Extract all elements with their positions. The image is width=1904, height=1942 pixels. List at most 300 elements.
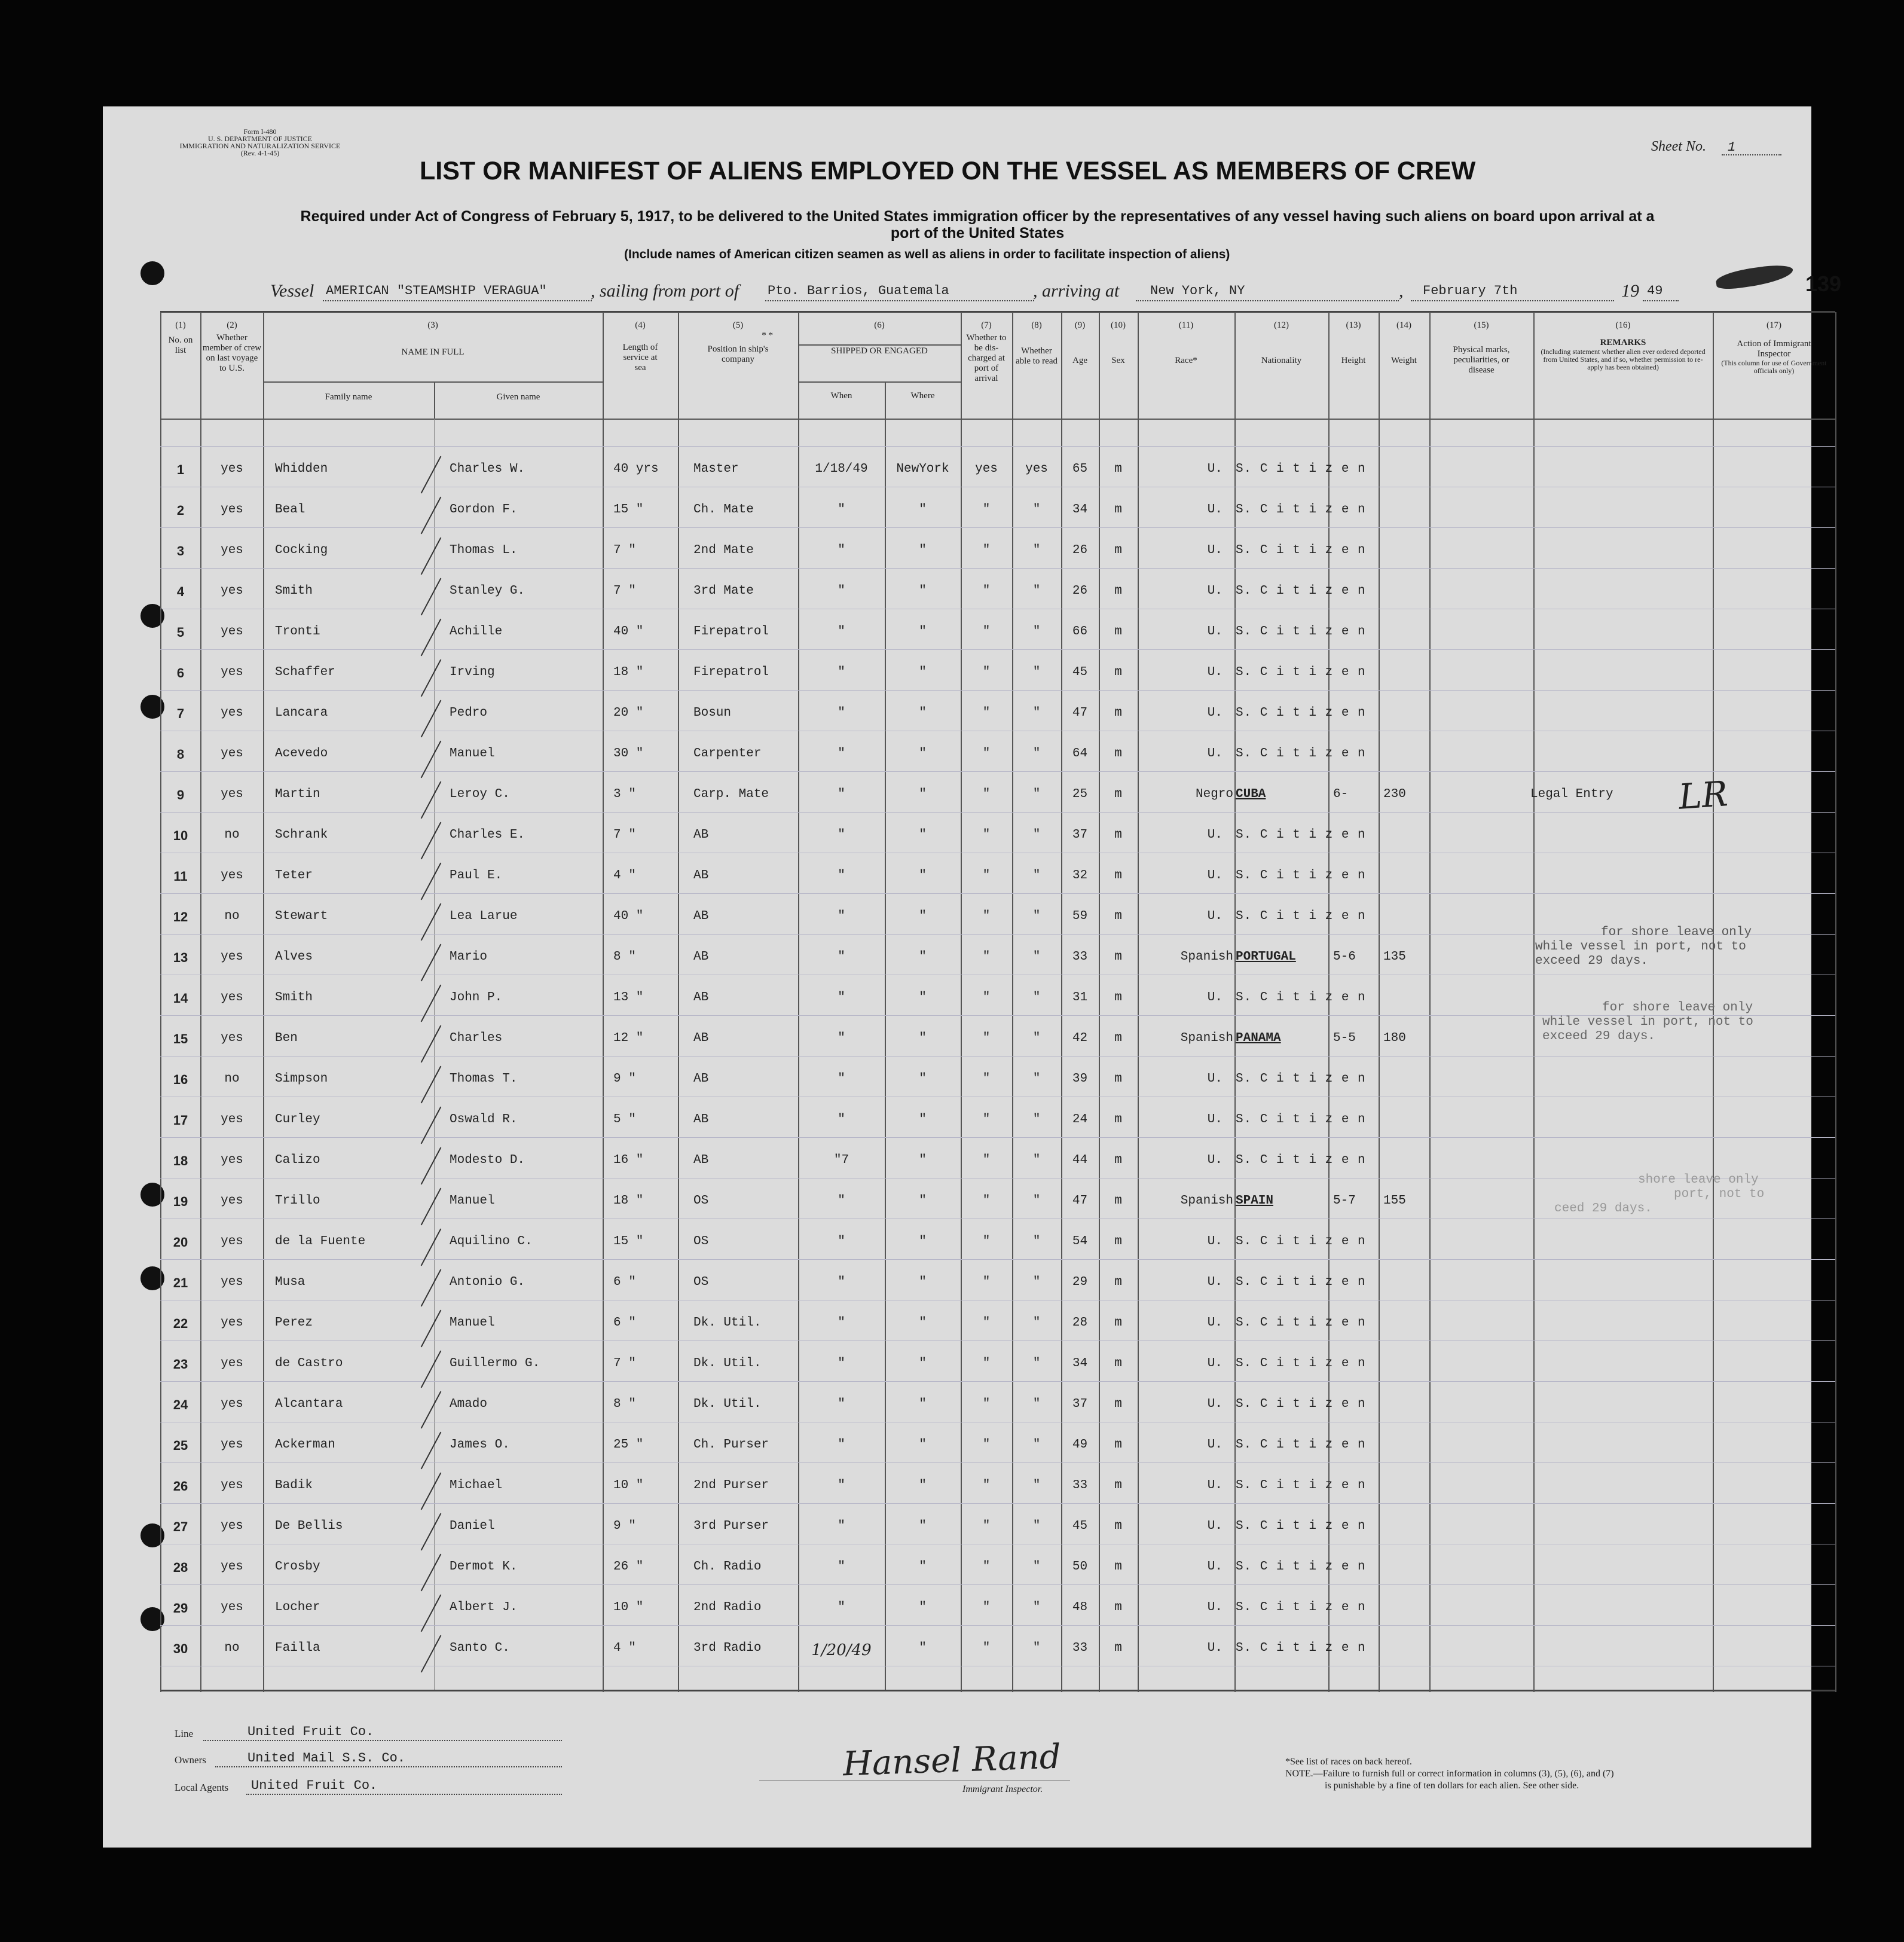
footer-owners-value: United Mail S.S. Co. — [247, 1751, 406, 1766]
cell-nationality: S. C i t i z e n — [1236, 1560, 1366, 1574]
cell-discharged: " — [982, 1194, 991, 1208]
cell-read: " — [1032, 1194, 1041, 1208]
cell-nationality: S. C i t i z e n — [1236, 543, 1366, 557]
arriving-label: , arriving at — [1033, 281, 1120, 301]
cell-read: " — [1032, 503, 1041, 517]
cell-weight: 155 — [1383, 1194, 1406, 1208]
cell-position: AB — [693, 828, 709, 842]
cell-position: AB — [693, 991, 709, 1004]
cell-race: U. — [1207, 706, 1223, 720]
vessel-label: Vessel — [270, 281, 314, 301]
header-col-3: (3) NAME IN FULL — [401, 320, 464, 357]
cell-sex: m — [1114, 1641, 1122, 1655]
arrival-port: New York, NY — [1150, 283, 1245, 298]
cell-age: 33 — [1072, 950, 1088, 964]
header-col-6: (6) SHIPPED OR ENGAGED — [831, 320, 928, 356]
cell-where: " — [919, 747, 927, 761]
cell-where: " — [919, 991, 927, 1004]
cell-position: Dk. Util. — [693, 1316, 762, 1330]
subtitle-note: (Include names of American citizen seamen as well as aliens in order to facilitate inspection of aliens) — [624, 248, 1230, 261]
cell-no: 25 — [173, 1438, 188, 1453]
cell-position: Ch. Mate — [693, 503, 754, 517]
cell-sex: m — [1114, 950, 1122, 964]
cell-nationality: S. C i t i z e n — [1236, 1113, 1366, 1126]
cell-nationality: S. C i t i z e n — [1236, 1235, 1366, 1248]
header-when: When — [830, 391, 852, 401]
cell-family: Failla — [275, 1641, 320, 1655]
cell-where: " — [919, 543, 927, 557]
cell-discharged: " — [982, 1072, 991, 1086]
cell-member: yes — [221, 665, 243, 679]
cell-family: Alcantara — [275, 1397, 343, 1411]
cell-read: " — [1032, 1113, 1041, 1126]
cell-service: 18 " — [613, 1194, 644, 1208]
cell-given: Lea Larue — [450, 909, 518, 923]
cell-given: James O. — [450, 1438, 510, 1452]
cell-where: " — [919, 665, 927, 679]
cell-discharged: " — [982, 1357, 991, 1370]
cell-read: " — [1032, 1153, 1041, 1167]
header-col-1: (1) No. on list — [168, 320, 193, 355]
header-col-17: (17) Action of Immigrant Inspector (This column for use of Government officials only) — [1721, 320, 1827, 375]
cell-race: Spanish — [1180, 950, 1233, 964]
cell-nationality: S. C i t i z e n — [1236, 1641, 1366, 1655]
cell-family: Stewart — [275, 909, 328, 923]
cell-nationality: S. C i t i z e n — [1236, 625, 1366, 639]
cell-given: Gordon F. — [450, 503, 518, 517]
cell-when: " — [838, 543, 845, 557]
cell-where: " — [919, 1113, 927, 1126]
table-row — [0, 1275, 1904, 1305]
footer-owners-label: Owners — [175, 1754, 206, 1766]
cell-when: " — [838, 1031, 845, 1045]
cell-given: Amado — [450, 1397, 488, 1411]
table-row — [0, 1357, 1904, 1387]
cell-nationality: S. C i t i z e n — [1236, 1438, 1366, 1452]
cell-nationality: S. C i t i z e n — [1236, 747, 1366, 761]
cell-member: no — [224, 1641, 240, 1655]
cell-read: " — [1032, 543, 1041, 557]
cell-where: " — [919, 787, 927, 801]
table-row — [0, 828, 1904, 858]
table-row — [0, 787, 1904, 817]
footer-agents-label: Local Agents — [175, 1782, 229, 1793]
cell-age: 66 — [1072, 625, 1088, 639]
cell-service: 8 " — [613, 1397, 636, 1411]
cell-member: yes — [221, 706, 243, 720]
cell-nationality: PANAMA — [1236, 1031, 1281, 1045]
form-revision: (Rev. 4-1-45) — [240, 149, 280, 157]
cell-family: Acevedo — [275, 747, 328, 761]
cell-discharged: " — [982, 1641, 991, 1655]
cell-race: U. — [1207, 1275, 1223, 1289]
cell-when: " — [838, 706, 845, 720]
cell-no: 12 — [173, 909, 188, 924]
table-row — [0, 1316, 1904, 1346]
cell-position: Dk. Util. — [693, 1397, 762, 1411]
cell-nationality: S. C i t i z e n — [1236, 706, 1366, 720]
header-col-5: (5) * * Position in ship's company — [707, 320, 773, 364]
header-col-9: (9) Age — [1072, 320, 1087, 365]
table-row — [0, 1235, 1904, 1265]
cell-read: " — [1032, 1479, 1041, 1492]
cell-when: "7 — [833, 1153, 849, 1167]
cell-read: " — [1032, 1397, 1041, 1411]
cell-no: 14 — [173, 991, 188, 1006]
cell-no: 8 — [176, 747, 185, 762]
cell-no: 4 — [176, 584, 185, 599]
cell-when: " — [838, 1438, 845, 1452]
cell-height: 6- — [1333, 787, 1349, 801]
cell-when: " — [838, 1479, 845, 1492]
cell-given: Santo C. — [450, 1641, 510, 1655]
arrival-year: 49 — [1647, 283, 1663, 298]
cell-race: U. — [1207, 462, 1223, 476]
cell-service: 6 " — [613, 1316, 636, 1330]
table-row — [0, 747, 1904, 777]
cell-nationality: PORTUGAL — [1236, 950, 1296, 964]
cell-no: 2 — [176, 503, 185, 518]
cell-service: 40 yrs — [613, 462, 659, 476]
cell-position: Firepatrol — [693, 625, 769, 639]
cell-discharged: " — [982, 503, 991, 517]
cell-when: " — [838, 665, 845, 679]
race-note: *See list of races on back hereof. — [1285, 1757, 1412, 1767]
header-col-15: (15) Physical marks, peculiarities, or disease — [1453, 320, 1510, 375]
cell-member: yes — [221, 787, 243, 801]
cell-read: " — [1032, 665, 1041, 679]
cell-given: Michael — [450, 1479, 503, 1492]
cell-member: yes — [221, 1601, 243, 1614]
cell-no: 29 — [173, 1601, 188, 1616]
cell-race: U. — [1207, 869, 1223, 883]
cell-service: 15 " — [613, 503, 644, 517]
cell-discharged: " — [982, 1235, 991, 1248]
cell-position: Carp. Mate — [693, 787, 769, 801]
table-row — [0, 1560, 1904, 1590]
subtitle-line-1: Required under Act of Congress of February 5, 1917, to be delivered to the United States immigration officer by the representatives of any vessel having such aliens on board upon arrival at a — [300, 208, 1655, 225]
cell-when: " — [838, 584, 845, 598]
cell-member: yes — [221, 462, 243, 476]
cell-family: Alves — [275, 950, 313, 964]
cell-position: AB — [693, 909, 709, 923]
cell-race: U. — [1207, 1235, 1223, 1248]
cell-race: U. — [1207, 1601, 1223, 1614]
cell-race: U. — [1207, 1438, 1223, 1452]
remarks-row-15: for shore leave only while vessel in port, not to exceed 29 days. — [1542, 1001, 1753, 1043]
cell-when: " — [838, 869, 845, 883]
cell-service: 20 " — [613, 706, 644, 720]
cell-member: yes — [221, 625, 243, 639]
cell-age: 37 — [1072, 828, 1088, 842]
cell-discharged: " — [982, 1519, 991, 1533]
cell-sex: m — [1114, 1316, 1122, 1330]
cell-age: 33 — [1072, 1641, 1088, 1655]
cell-when: " — [838, 1194, 845, 1208]
cell-given: Charles W. — [450, 462, 525, 476]
cell-where: " — [919, 950, 927, 964]
cell-read: " — [1032, 706, 1041, 720]
page-number: 139 — [1805, 271, 1842, 296]
cell-race: U. — [1207, 625, 1223, 639]
cell-nationality: SPAIN — [1236, 1194, 1274, 1208]
cell-read: " — [1032, 625, 1041, 639]
cell-given: Paul E. — [450, 869, 503, 883]
cell-given: Manuel — [450, 747, 495, 761]
sailing-label: , sailing from port of — [591, 281, 739, 301]
cell-member: yes — [221, 1194, 243, 1208]
cell-sex: m — [1114, 584, 1122, 598]
year-prefix: 19 — [1621, 281, 1639, 301]
cell-race: U. — [1207, 1519, 1223, 1533]
cell-race: U. — [1207, 584, 1223, 598]
cell-member: yes — [221, 584, 243, 598]
cell-read: " — [1032, 1519, 1041, 1533]
header-col-8: (8) Whether able to read — [1016, 320, 1058, 366]
cell-member: yes — [221, 747, 243, 761]
cell-age: 28 — [1072, 1316, 1088, 1330]
note-line-1: NOTE.—Failure to furnish full or correct information in columns (3), (5), (6), and (7) — [1285, 1769, 1614, 1779]
cell-race: U. — [1207, 1479, 1223, 1492]
cell-family: Schrank — [275, 828, 328, 842]
sailing-port: Pto. Barrios, Guatemala — [768, 283, 949, 298]
table-row — [0, 1601, 1904, 1630]
cell-no: 17 — [173, 1113, 188, 1128]
cell-age: 59 — [1072, 909, 1088, 923]
cell-no: 1 — [176, 462, 185, 477]
table-row — [0, 503, 1904, 533]
vessel-name: AMERICAN "STEAMSHIP VERAGUA" — [326, 283, 547, 298]
cell-where: " — [919, 1031, 927, 1045]
cell-weight: 230 — [1383, 787, 1406, 801]
cell-when: " — [838, 625, 845, 639]
cell-discharged: " — [982, 828, 991, 842]
cell-member: yes — [221, 543, 243, 557]
cell-when: " — [838, 1560, 845, 1574]
cell-sex: m — [1114, 1275, 1122, 1289]
header-family-name: Family name — [325, 392, 372, 402]
cell-nationality: S. C i t i z e n — [1236, 1479, 1366, 1492]
cell-service: 26 " — [613, 1560, 644, 1574]
header-col-7: (7) Whether to be dis-charged at port of arrival — [966, 320, 1007, 383]
cell-race: U. — [1207, 1072, 1223, 1086]
cell-family: Smith — [275, 584, 313, 598]
cell-age: 24 — [1072, 1113, 1088, 1126]
cell-given: Manuel — [450, 1316, 495, 1330]
cell-nationality: S. C i t i z e n — [1236, 1397, 1366, 1411]
table-row — [0, 462, 1904, 492]
cell-sex: m — [1114, 1479, 1122, 1492]
cell-discharged: " — [982, 706, 991, 720]
cell-service: 12 " — [613, 1031, 644, 1045]
cell-sex: m — [1114, 787, 1122, 801]
cell-discharged: " — [982, 747, 991, 761]
cell-family: Teter — [275, 869, 313, 883]
sheet-value: 1 — [1727, 140, 1736, 155]
cell-read: " — [1032, 909, 1041, 923]
cell-where: " — [919, 1438, 927, 1452]
cell-where: " — [919, 584, 927, 598]
cell-family: Badik — [275, 1479, 313, 1492]
cell-no: 11 — [173, 869, 188, 884]
cell-nationality: S. C i t i z e n — [1236, 1601, 1366, 1614]
cell-sex: m — [1114, 1194, 1122, 1208]
cell-service: 15 " — [613, 1235, 644, 1248]
cell-remarks: Legal Entry — [1530, 787, 1613, 801]
cell-where: " — [919, 1194, 927, 1208]
cell-discharged: " — [982, 665, 991, 679]
cell-no: 24 — [173, 1397, 188, 1412]
cell-family: Musa — [275, 1275, 305, 1289]
cell-position: Master — [693, 462, 739, 476]
cell-discharged: " — [982, 1601, 991, 1614]
cell-family: Cocking — [275, 543, 328, 557]
cell-service: 7 " — [613, 584, 636, 598]
cell-where: " — [919, 625, 927, 639]
cell-discharged: " — [982, 625, 991, 639]
cell-nationality: CUBA — [1236, 787, 1266, 801]
form-number: Form I-480 — [243, 127, 277, 136]
cell-nationality: S. C i t i z e n — [1236, 828, 1366, 842]
cell-age: 44 — [1072, 1153, 1088, 1167]
cell-race: Negro — [1195, 787, 1233, 801]
cell-age: 26 — [1072, 584, 1088, 598]
cell-when: " — [838, 1072, 845, 1086]
cell-member: no — [224, 1072, 240, 1086]
cell-service: 18 " — [613, 665, 644, 679]
cell-member: yes — [221, 1519, 243, 1533]
cell-no: 20 — [173, 1235, 188, 1250]
table-row — [0, 665, 1904, 695]
cell-no: 16 — [173, 1072, 188, 1087]
sheet-label: Sheet No. — [1651, 139, 1706, 154]
cell-member: yes — [221, 1113, 243, 1126]
cell-nationality: S. C i t i z e n — [1236, 665, 1366, 679]
note-line-2: is punishable by a fine of ten dollars for each alien. See other side. — [1325, 1781, 1579, 1791]
cell-age: 37 — [1072, 1397, 1088, 1411]
cell-age: 45 — [1072, 1519, 1088, 1533]
cell-when: " — [838, 950, 845, 964]
cell-weight: 180 — [1383, 1031, 1406, 1045]
cell-nationality: S. C i t i z e n — [1236, 1357, 1366, 1370]
cell-nationality: S. C i t i z e n — [1236, 503, 1366, 517]
cell-where: " — [919, 1601, 927, 1614]
cell-read: " — [1032, 950, 1041, 964]
cell-service: 10 " — [613, 1479, 644, 1492]
cell-family: Simpson — [275, 1072, 328, 1086]
cell-given: Achille — [450, 625, 503, 639]
cell-sex: m — [1114, 1031, 1122, 1045]
cell-sex: m — [1114, 543, 1122, 557]
cell-nationality: S. C i t i z e n — [1236, 909, 1366, 923]
cell-family: Ackerman — [275, 1438, 335, 1452]
cell-race: U. — [1207, 665, 1223, 679]
table-row — [0, 869, 1904, 899]
cell-nationality: S. C i t i z e n — [1236, 1275, 1366, 1289]
cell-given: Pedro — [450, 706, 488, 720]
cell-read: " — [1032, 1438, 1041, 1452]
cell-member: no — [224, 909, 240, 923]
cell-position: AB — [693, 1072, 709, 1086]
cell-sex: m — [1114, 503, 1122, 517]
cell-read: " — [1032, 1641, 1041, 1655]
cell-given: Leroy C. — [450, 787, 510, 801]
cell-given: Irving — [450, 665, 495, 679]
cell-member: yes — [221, 869, 243, 883]
cell-race: U. — [1207, 1153, 1223, 1167]
cell-nationality: S. C i t i z e n — [1236, 462, 1366, 476]
cell-discharged: " — [982, 1031, 991, 1045]
cell-family: Curley — [275, 1113, 320, 1126]
cell-race: U. — [1207, 543, 1223, 557]
cell-family: Tronti — [275, 625, 320, 639]
cell-when: " — [838, 1357, 845, 1370]
cell-discharged: " — [982, 869, 991, 883]
cell-sex: m — [1114, 869, 1122, 883]
cell-member: yes — [221, 950, 243, 964]
header-col-2: (2) Whether member of crew on last voyage to U.S. — [202, 320, 262, 373]
cell-service: 7 " — [613, 543, 636, 557]
cell-where: " — [919, 706, 927, 720]
table-row — [0, 625, 1904, 655]
cell-position: 2nd Purser — [693, 1479, 769, 1492]
cell-family: Martin — [275, 787, 320, 801]
cell-race: U. — [1207, 828, 1223, 842]
table-row — [0, 1519, 1904, 1549]
cell-given: Daniel — [450, 1519, 495, 1533]
cell-given: Charles — [450, 1031, 503, 1045]
table-row — [0, 706, 1904, 736]
cell-race: U. — [1207, 991, 1223, 1004]
cell-sex: m — [1114, 1601, 1122, 1614]
cell-age: 34 — [1072, 1357, 1088, 1370]
cell-member: yes — [221, 1357, 243, 1370]
footer-line-label: Line — [175, 1728, 194, 1739]
cell-when: " — [838, 1397, 845, 1411]
cell-race: Spanish — [1180, 1031, 1233, 1045]
cell-sex: m — [1114, 462, 1122, 476]
table-row — [0, 1438, 1904, 1468]
cell-discharged: " — [982, 1397, 991, 1411]
cell-race: Spanish — [1180, 1194, 1233, 1208]
cell-read: " — [1032, 1072, 1041, 1086]
cell-no: 7 — [176, 706, 185, 721]
table-row — [0, 584, 1904, 614]
cell-age: 26 — [1072, 543, 1088, 557]
date-comma: , — [1399, 281, 1404, 301]
header-col-14: (14) Weight — [1391, 320, 1417, 365]
cell-weight: 135 — [1383, 950, 1406, 964]
cell-given: Oswald R. — [450, 1113, 518, 1126]
cell-given: Dermot K. — [450, 1560, 518, 1574]
cell-given: Stanley G. — [450, 584, 525, 598]
cell-service: 4 " — [613, 869, 636, 883]
cell-nationality: S. C i t i z e n — [1236, 1072, 1366, 1086]
cell-no: 13 — [173, 950, 188, 965]
cell-no: 5 — [176, 625, 185, 640]
cell-where: " — [919, 1479, 927, 1492]
cell-age: 65 — [1072, 462, 1088, 476]
cell-member: yes — [221, 1438, 243, 1452]
cell-no: 15 — [173, 1031, 188, 1046]
cell-member: yes — [221, 1235, 243, 1248]
cell-age: 25 — [1072, 787, 1088, 801]
cell-family: de Castro — [275, 1357, 343, 1370]
cell-age: 39 — [1072, 1072, 1088, 1086]
cell-race: U. — [1207, 1397, 1223, 1411]
cell-where: " — [919, 1357, 927, 1370]
cell-given: Thomas T. — [450, 1072, 518, 1086]
